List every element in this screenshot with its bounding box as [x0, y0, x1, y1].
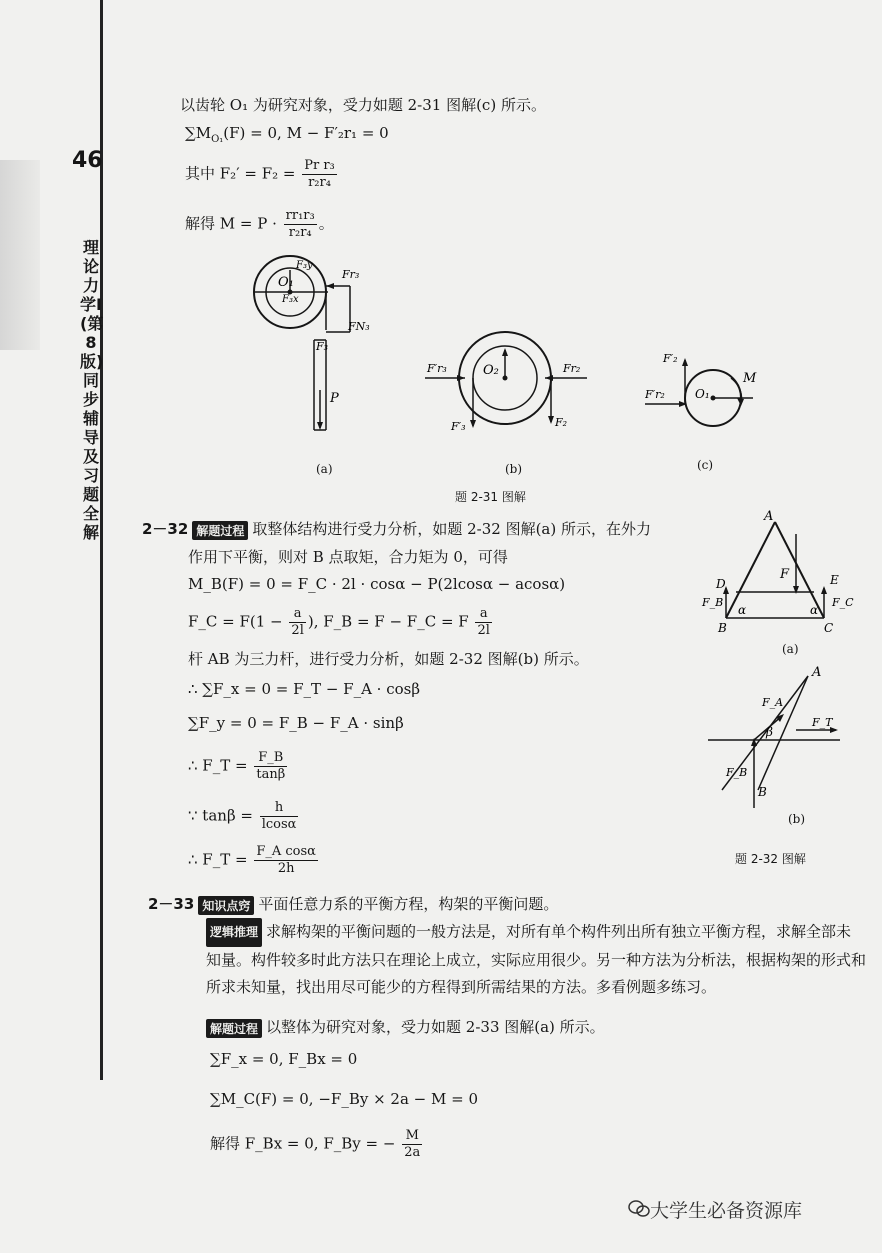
- sec233-knowledge-tag: 知识点窍: [198, 896, 254, 915]
- fig231c-diagram: [645, 348, 765, 438]
- wechat-icon: [628, 1200, 650, 1218]
- label-O1c: O₁: [695, 387, 710, 401]
- label-FA: F_A: [762, 696, 784, 709]
- sec233-sumfx-eq: ∑F_x = 0, F_Bx = 0: [210, 1050, 358, 1068]
- sec233-solution-tag: 解题过程: [206, 1019, 262, 1038]
- label-FT: F_T: [812, 716, 833, 729]
- sec232-ft-eq: ∴ F_T = $\frac{F\_B}{\tan\beta}$: [188, 750, 286, 782]
- label-Fr3: Fr₃: [342, 268, 360, 281]
- page-number: 46: [72, 148, 103, 173]
- fig231c-label: (c): [697, 458, 714, 472]
- sec232-number: 2－32: [142, 520, 189, 538]
- sec231-intro: 以齿轮 O₁ 为研究对象，受力如题 2-31 图解(c) 所示。: [180, 96, 546, 114]
- label-B: B: [718, 621, 727, 635]
- sec232-solution-tag: 解题过程: [192, 521, 248, 540]
- fig232b-label: (b): [788, 812, 806, 826]
- sec232-header: [142, 518, 651, 540]
- label-alpha2: α: [810, 603, 819, 617]
- sec232-force-eq: F_C = F(1 − $\frac{a}{2l}$ ), F_B = F − F_C = F $\frac{a}{2l}$: [188, 606, 490, 638]
- label-F: F: [780, 567, 790, 582]
- fig232b-diagram: [700, 660, 870, 810]
- sec233-number: 2－33: [148, 895, 195, 913]
- sec233-moment-eq: ∑M_C(F) = 0, −F_By × 2a − M = 0: [210, 1090, 479, 1108]
- label-FB: F_B: [702, 596, 724, 609]
- sec233-line3: 以整体为研究对象，受力如题 2-33 图解(a) 所示。: [266, 1018, 605, 1036]
- label-A: A: [764, 509, 774, 524]
- fig231b-label: (b): [505, 462, 523, 476]
- sec233-reasoning-para: [206, 918, 866, 1001]
- fig231b-diagram: [425, 330, 595, 440]
- label-E: E: [830, 573, 839, 587]
- sec232-line2: 作用下平衡，则对 B 点取矩，合力矩为 0，可得: [188, 548, 508, 566]
- sec231-result-eq: 解得 M = P · $\frac{\text{rr₁r₃}}{\text{r₂r₄}}$ 。: [185, 208, 334, 240]
- sec232-line3: 杆 AB 为三力杆，进行受力分析，如题 2-32 图解(b) 所示。: [188, 650, 589, 668]
- label-FB2: F_B: [726, 766, 748, 779]
- label-Fp2: F′₂: [663, 352, 678, 365]
- sec232-sumfx-eq: ∴ ∑F_x = 0 = F_T − F_A · cosβ: [188, 680, 421, 698]
- sec233-header: [148, 893, 558, 915]
- sec232-sumfy-eq: ∑F_y = 0 = F_B − F_A · sinβ: [188, 714, 404, 732]
- label-Fpr2: F′r₂: [645, 388, 665, 401]
- scan-shadow: [0, 160, 40, 350]
- sec233-solution-line: [206, 1016, 605, 1038]
- fig231-caption: 题 2-31 图解: [455, 490, 526, 504]
- sec231-force-eq: 其中 F₂′ = F₂ = $\frac{\text{Pr r₃}}{\text{r₂r₄}}$: [185, 158, 335, 190]
- fig232a-diagram: [700, 508, 870, 638]
- label-F3x: F₃x: [282, 294, 299, 305]
- label-B2: B: [758, 785, 767, 799]
- sec233-result-eq: 解得 F_Bx = 0, F_By = − $\frac{M}{2a}$: [210, 1128, 421, 1160]
- label-Fp3: F′₃: [451, 420, 466, 433]
- sec233-reasoning-tag: 逻辑推理: [206, 918, 262, 947]
- sec232-tanbeta-eq: ∵ tanβ = $\frac{h}{lcos\alpha}$: [188, 800, 297, 832]
- label-D: D: [716, 577, 726, 591]
- label-A2: A: [812, 665, 822, 680]
- label-Fr2: Fr₂: [563, 362, 581, 375]
- label-alpha1: α: [738, 603, 747, 617]
- label-M: M: [743, 371, 757, 386]
- fig232-caption: 题 2-32 图解: [735, 852, 806, 866]
- label-FC: F_C: [832, 596, 854, 609]
- sec231-moment-eq: $\sum M_{O_1}(F) = 0$, M − F′₂r₁ = 0: [185, 124, 389, 145]
- sec232-line1: 取整体结构进行受力分析，如题 2-32 图解(a) 所示，在外力: [252, 520, 651, 538]
- sec233-reasoning-text: 求解构架的平衡问题的一般方法是，对所有单个构件列出所有独立平衡方程，求解全部未知量。构件较多时此方法只在理论上成立，实际应用很少。另一种方法为分析法，根据构架的形式和所求未知量，找出用尽可能少的方程得到所需结果的方法。多看例题多练习。: [206, 922, 867, 996]
- label-F2: F₂: [555, 416, 568, 429]
- fig231a-label: (a): [316, 462, 333, 476]
- fig232a-label: (a): [782, 642, 799, 656]
- label-F3y: F₃y: [296, 260, 313, 271]
- label-O1: O₁: [278, 275, 294, 290]
- label-Fpr3: F′r₃: [427, 362, 447, 375]
- sec232-ft-result-eq: ∴ F_T = $\frac{\text{F\_A cosα}}{2h}$: [188, 844, 316, 876]
- watermark-text: 大学生必备资源库: [650, 1200, 803, 1222]
- label-C: C: [824, 621, 834, 635]
- fig231a-diagram: [250, 250, 380, 440]
- sec233-line1: 平面任意力系的平衡方程，构架的平衡问题。: [258, 895, 559, 913]
- label-beta: β: [766, 725, 773, 739]
- label-O2: O₂: [483, 363, 499, 378]
- book-title-vertical: 理论力学I(第8版)同步辅导及习题全解: [80, 238, 104, 542]
- sec232-moment-eq: M_B(F) = 0 = F_C · 2l · cosα − P(2lcosα − acosα): [188, 575, 566, 593]
- label-F3: F₃: [316, 340, 329, 353]
- label-FN3: FN₃: [348, 320, 370, 333]
- label-P: P: [330, 391, 339, 406]
